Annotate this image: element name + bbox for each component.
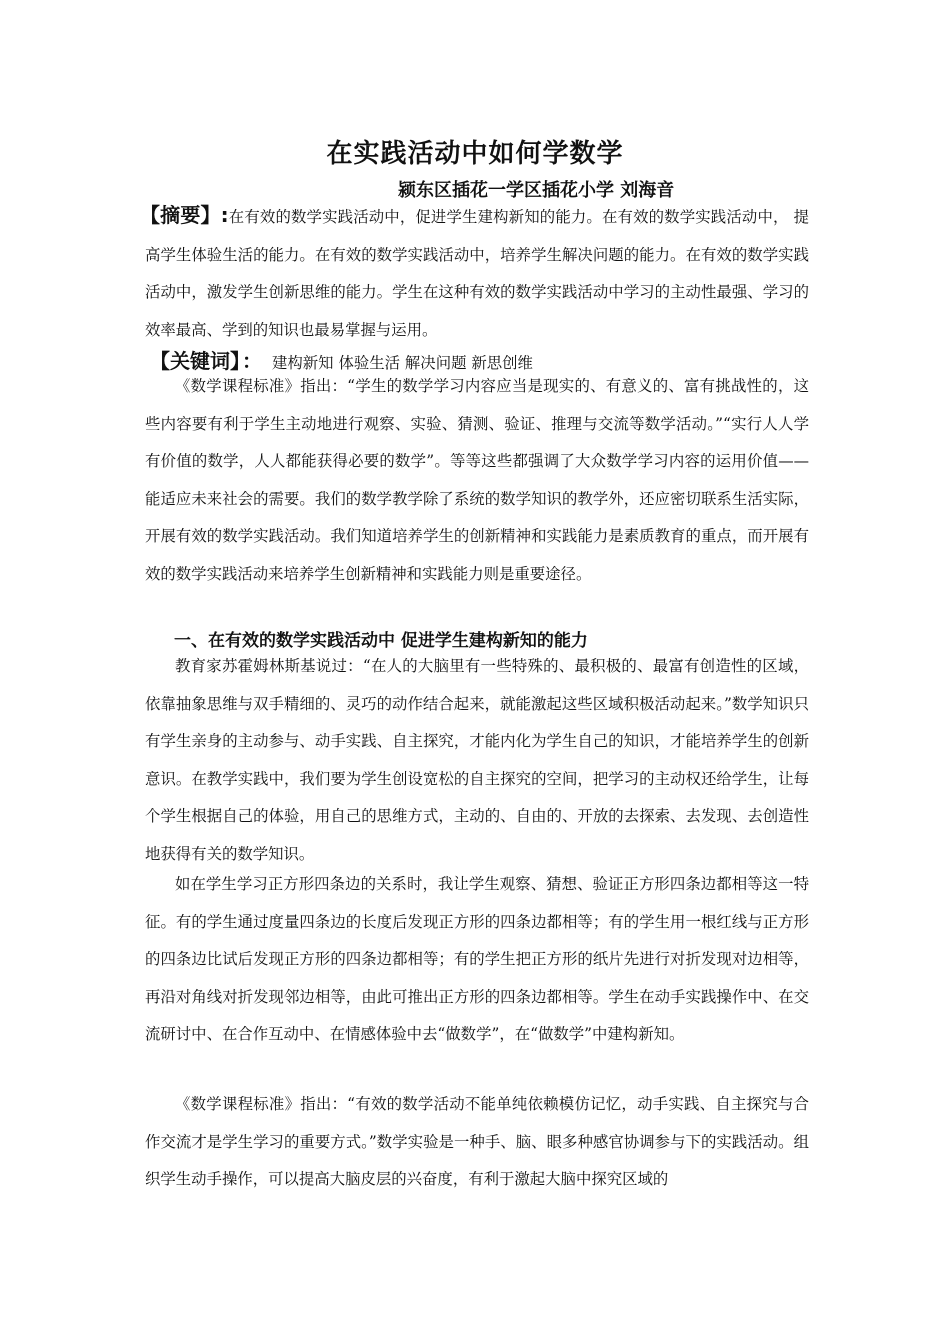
abstract-label: 【摘要】 <box>140 203 221 227</box>
body-paragraph-3: 如在学生学习正方形四条边的关系时，我让学生观察、猜想、验证正方形四条边都相等这一特征。有的学生通过度量四条边的长度后发现正方形的四条边都相等；有的学生用一根红线与正方形的四条边比试后发现正方形的四条边都相等；有的学生把正方形的纸片先进行对折发现对边相等，再沿对角线对折发现邻边相等，由此可推出正方形的四条边都相等。学生在动手实践操作中、在交流研讨中、在合作互动中、在情感体验中去“做数学”，在“做数学”中建构新知。 <box>145 875 809 1044</box>
abstract-paragraph <box>140 197 809 349</box>
keywords-label: 【关键词】 <box>150 349 240 373</box>
abstract-colon: : <box>220 203 229 227</box>
document-title: 在实践活动中如何学数学 <box>326 139 624 169</box>
intro-paragraph: 《数学课程标准》指出：“学生的数学学习内容应当是现实的、有意义的、富有挑战性的，这些内容要有利于学生主动地进行观察、实验、猜测、验证、推理与交流等数学活动。”“实行人人学有价值的数学，人人都能获得必要的数学”。等等这些都强调了大众数学学习内容的运用价值——能适应未来社会的需要。我们的数学教学除了系统的数学知识的教学外，还应密切联系生活实际，开展有效的数学实践活动。我们知道培养学生的创新精神和实践能力是素质教育的重点，而开展有效的数学实践活动来培养学生创新精神和实践能力则是重要途径。 <box>145 377 809 583</box>
section-heading-1: 一、在有效的数学实践活动中 促进学生建构新知的能力 <box>174 631 588 651</box>
body-paragraph-4: 《数学课程标准》指出：“有效的数学活动不能单纯依赖模仿记忆，动手实践、自主探究与合作交流才是学生学习的重要方式。”数学实验是一种手、脑、眼多种感官协调参与下的实践活动。组织学生动手操作，可以提高大脑皮层的兴奋度，有利于激起大脑中探究区域的 <box>145 1095 809 1189</box>
keywords-colon: ： <box>242 349 262 373</box>
body-paragraph-2: 教育家苏霍姆林斯基说过：“在人的大脑里有一些特殊的、最积极的、最富有创造性的区域，依靠抽象思维与双手精细的、灵巧的动作结合起来，就能激起这些区域积极活动起来。”数学知识只有学生亲身的主动参与、动手实践、自主探究，才能内化为学生自己的知识，才能培养学生的创新意识。在教学实践中，我们要为学生创设宽松的自主探究的空间，把学习的主动权还给学生，让每个学生根据自己的体验，用自己的思维方式，主动的、自由的、开放的去探索、去发现、去创造性地获得有关的数学知识。 <box>145 657 809 863</box>
author-line: 颍东区插花一学区插花小学 刘海音 <box>398 180 675 201</box>
abstract-text: 在有效的数学实践活动中，促进学生建构新知的能力。在有效的数学实践活动中， 提高学生体验生活的能力。在有效的数学实践活动中，培养学生解决问题的能力。在有效的数学实践活动中，激发学生创新思维的能力。学生在这种有效的数学实践活动中学习的主动性最强、学习的效率最高、学到的知识也最易掌握与运用。 <box>145 208 809 339</box>
keywords-text: 建构新知 体验生活 解决问题 新思创维 <box>272 354 533 372</box>
